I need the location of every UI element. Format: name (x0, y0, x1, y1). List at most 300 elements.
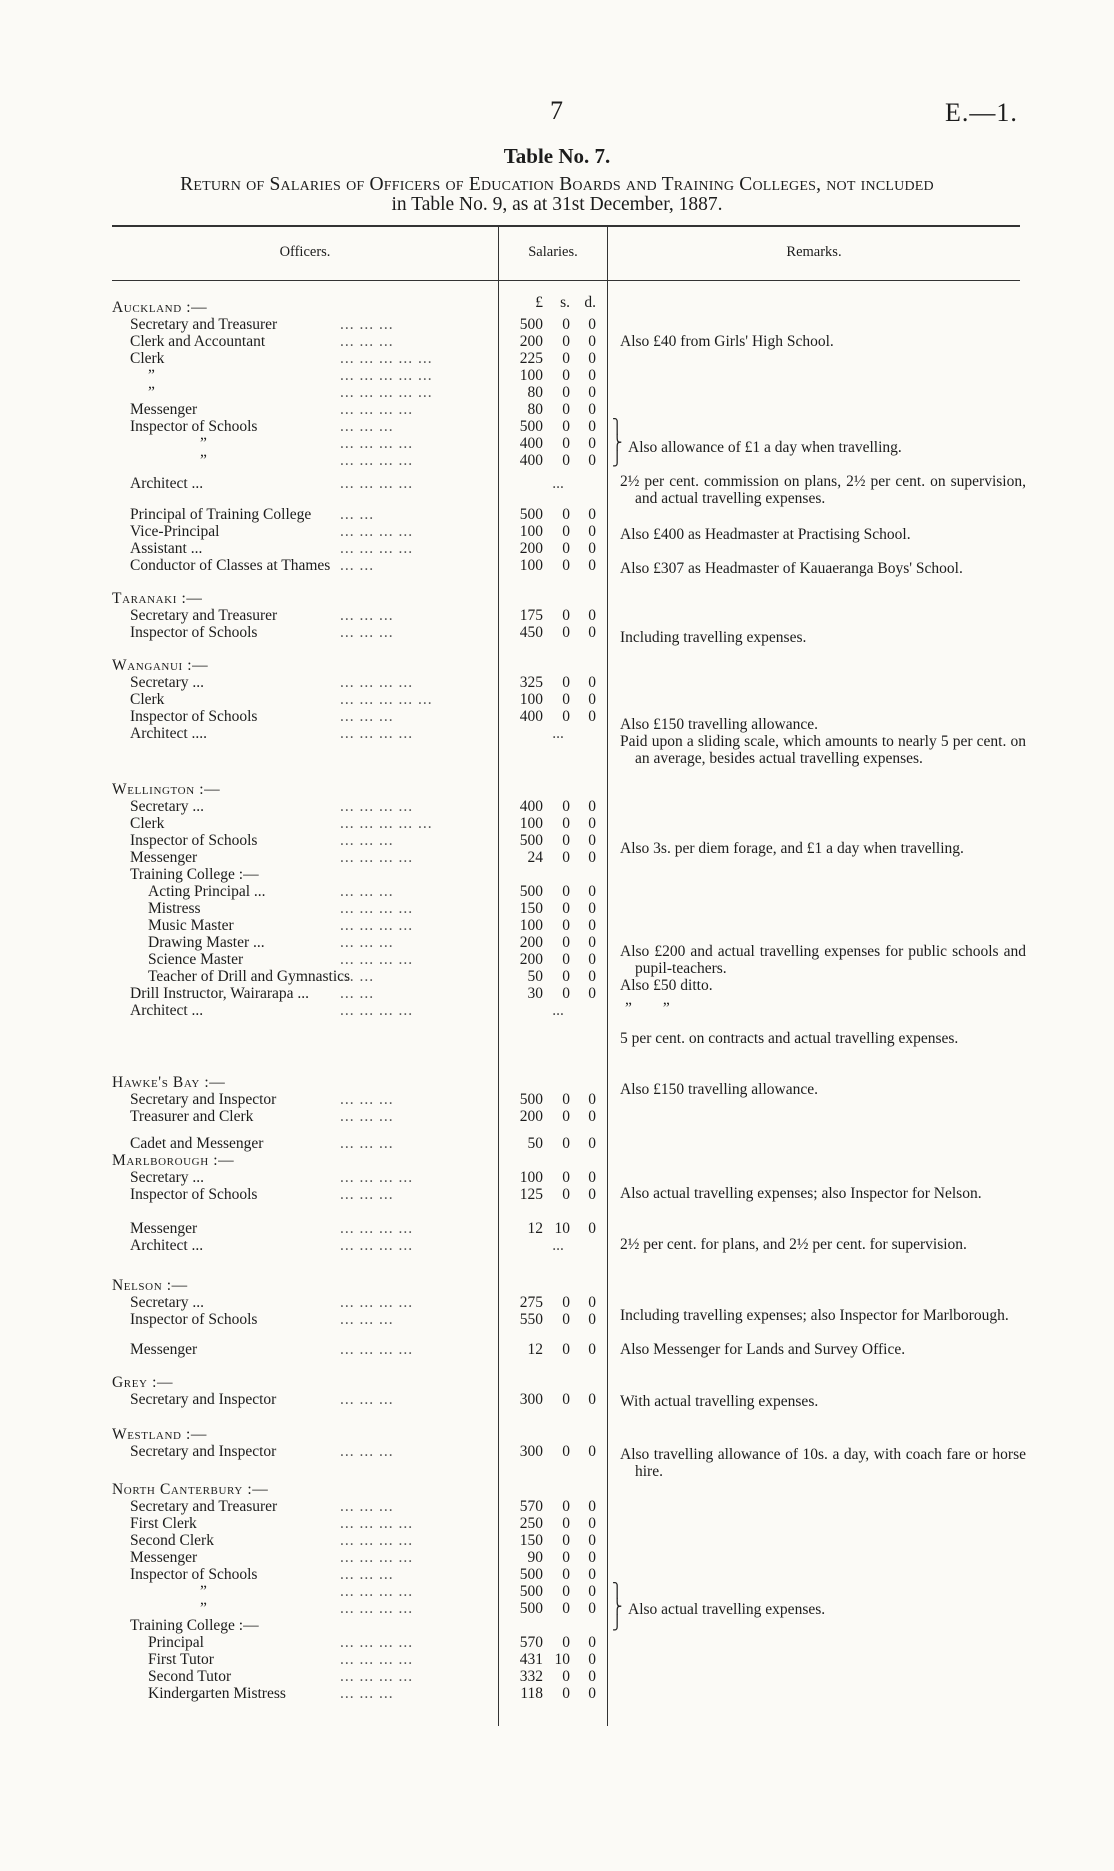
remark: Also actual travelling expenses. (628, 1601, 826, 1618)
officer-name: Secretary and Inspector (130, 1091, 277, 1108)
officer-name: Treasurer and Clerk (130, 1108, 254, 1125)
salary-pence: 0 (588, 968, 596, 985)
table-row (0, 402, 1114, 418)
leader-dots: ... ... ... ... (340, 524, 414, 540)
salary-shillings: 0 (562, 1443, 570, 1460)
salary-pence: 0 (588, 452, 596, 469)
officer-name: Drill Instructor, Wairarapa ... (130, 985, 310, 1002)
officer-name: Conductor of Classes at Thames (130, 557, 331, 574)
salary-pounds: 200 (519, 1108, 543, 1125)
officer-name: Inspector of Schools (130, 1566, 258, 1583)
salary-pence: 0 (588, 1583, 596, 1600)
salary-pence: 0 (588, 1549, 596, 1566)
salary-pounds: 50 (527, 968, 543, 985)
salary-shillings: 0 (562, 917, 570, 934)
salary-shillings: 0 (562, 523, 570, 540)
salary-shillings: 0 (562, 333, 570, 350)
leader-dots: ... ... ... ... (340, 1342, 414, 1358)
section-name: Nelson :— (112, 1277, 188, 1294)
section-heading (0, 1278, 1114, 1294)
salary-pence: 0 (588, 674, 596, 691)
officer-name: Messenger (130, 1341, 198, 1358)
remark: 5 per cent. on contracts and actual travelling expenses. (620, 1030, 959, 1047)
table-row (0, 918, 1114, 934)
section-name: Westland :— (112, 1426, 208, 1443)
officer-name: Kindergarten Mistress (148, 1685, 286, 1702)
salary-pounds: 250 (519, 1515, 543, 1532)
section-name: Wellington :— (112, 781, 221, 798)
brace-icon: ⎫ ⎬ ⎭ (612, 420, 623, 467)
salary-shillings: 0 (562, 506, 570, 523)
leader-dots: ... ... ... (340, 625, 394, 641)
table-row (0, 385, 1114, 401)
salary-shillings: 0 (562, 1294, 570, 1311)
officer-name: Architect ... (130, 1002, 204, 1019)
leader-dots: ... ... ... (340, 419, 394, 435)
remark: Also 3s. per diem forage, and £1 a day when travelling. (620, 840, 964, 857)
leader-dots: ... ... ... ... (340, 1170, 414, 1186)
leader-dots: ... ... ... ... (340, 1003, 414, 1019)
salary-pence: 0 (588, 1091, 596, 1108)
leader-dots: ... ... ... (340, 608, 394, 624)
table-caption-line1: Return of Salaries of Officers of Education Boards and Training Colleges, not included (180, 174, 934, 195)
salary-pounds: 80 (527, 401, 543, 418)
salary-pounds: 150 (519, 1532, 543, 1549)
section-heading (0, 591, 1114, 607)
officer-name: Music Master (148, 917, 234, 934)
table-row (0, 1136, 1114, 1152)
officer-name: Clerk (130, 691, 165, 708)
salary-pence: 0 (588, 849, 596, 866)
salary-pounds: 100 (519, 691, 543, 708)
salary-pence: 0 (588, 607, 596, 624)
salary-pounds: 80 (527, 384, 543, 401)
salary-pence: 0 (588, 1651, 596, 1668)
salary-shillings: 0 (562, 1532, 570, 1549)
table-row (0, 419, 1114, 435)
table-row (0, 1516, 1114, 1532)
salary-shillings: 10 (554, 1651, 570, 1668)
salary-pence: 0 (588, 1600, 596, 1617)
officer-name: ” (148, 384, 155, 401)
salary-shillings: 0 (562, 985, 570, 1002)
salary-pence: 0 (588, 506, 596, 523)
table-row (0, 1499, 1114, 1515)
salary-shillings: 0 (562, 435, 570, 452)
officer-name: Training College :— (130, 866, 259, 883)
table-row (0, 884, 1114, 900)
leader-dots: ... ... ... ... ... (340, 351, 433, 367)
officer-name: ” (200, 452, 207, 469)
salary-pounds: 431 (519, 1651, 543, 1668)
section-name: Taranaki :— (112, 590, 203, 607)
salary-pounds: 30 (527, 985, 543, 1002)
leader-dots: ... ... ... (340, 1686, 394, 1702)
officer-name: Secretary and Inspector (130, 1443, 277, 1460)
salary-pounds: 570 (519, 1498, 543, 1515)
leader-dots: ... ... ... (340, 1444, 394, 1460)
salary-pence: 0 (588, 1169, 596, 1186)
salary-pence: 0 (588, 917, 596, 934)
salary-shillings: 0 (562, 1311, 570, 1328)
salary-pounds: 500 (519, 1566, 543, 1583)
leader-dots: ... ... ... ... (340, 799, 414, 815)
salary-shillings: 0 (562, 832, 570, 849)
leader-dots: ... ... ... ... (340, 726, 414, 742)
officer-name: Secretary and Treasurer (130, 316, 278, 333)
remark: Also £150 travelling allowance. (620, 1081, 819, 1098)
officer-name: Architect ... (130, 475, 204, 492)
table-row (0, 901, 1114, 917)
salary-shillings: 0 (562, 934, 570, 951)
table-top-rule (112, 225, 1020, 227)
table-row (0, 608, 1114, 624)
leader-dots: ... ... (340, 986, 375, 1002)
remark: Including travelling expenses. (620, 629, 807, 646)
salary-shillings: 0 (562, 624, 570, 641)
officer-name: First Tutor (148, 1651, 214, 1668)
section-name: Marlborough :— (112, 1152, 235, 1169)
salary-shillings: 0 (562, 557, 570, 574)
salary-shillings: 0 (562, 1685, 570, 1702)
leader-dots: ... ... ... ... (340, 918, 414, 934)
salary-pounds: 300 (519, 1443, 543, 1460)
leader-dots: ... ... ... ... (340, 1221, 414, 1237)
salary-pence: 0 (588, 367, 596, 384)
table-row (0, 1652, 1114, 1668)
salary-shillings: 0 (562, 607, 570, 624)
leader-dots: ... ... ... ... (340, 541, 414, 557)
salary-shillings: 0 (562, 849, 570, 866)
leader-dots: ... ... ... (340, 1392, 394, 1408)
officer-name: Second Tutor (148, 1668, 232, 1685)
remark: Also £200 and actual travelling expenses for public schools and pupil-teachers. (620, 943, 1026, 977)
leader-dots: ... ... ... ... (340, 476, 414, 492)
salary-shillings: 0 (562, 798, 570, 815)
salary-pounds: 400 (519, 452, 543, 469)
officer-name: Teacher of Drill and Gymnastics (148, 968, 351, 985)
salary-pence: 0 (588, 316, 596, 333)
salary-pence: 0 (588, 1566, 596, 1583)
leader-dots: ... ... ... (340, 935, 394, 951)
remark: Also Messenger for Lands and Survey Office. (620, 1341, 906, 1358)
table-row (0, 541, 1114, 557)
officer-name: Inspector of Schools (130, 1186, 258, 1203)
salary-pounds: 125 (519, 1186, 543, 1203)
salary-shillings: 0 (562, 691, 570, 708)
salary-shillings: 0 (562, 1108, 570, 1125)
salary-shillings: 0 (562, 1341, 570, 1358)
salary-pounds: 200 (519, 951, 543, 968)
salary-pounds: 400 (519, 435, 543, 452)
remark: Also actual travelling expenses; also Inspector for Nelson. (620, 1185, 982, 1202)
officer-name: Inspector of Schools (130, 418, 258, 435)
salary-pounds: 570 (519, 1634, 543, 1651)
section-name: Grey :— (112, 1374, 174, 1391)
salary-pence: 0 (588, 557, 596, 574)
officer-name: Clerk (130, 350, 165, 367)
officer-name: Training College :— (130, 1617, 259, 1634)
salary-pounds: 100 (519, 557, 543, 574)
brace-icon: ⎫ ⎬ ⎭ (612, 1584, 623, 1631)
leader-dots: ... ... ... ... ... (340, 368, 433, 384)
officer-name: Cadet and Messenger (130, 1135, 264, 1152)
table-row (0, 1109, 1114, 1125)
salary-pence: 0 (588, 1108, 596, 1125)
salary-pounds: 500 (519, 506, 543, 523)
remark: Paid upon a sliding scale, which amounts to nearly 5 per cent. on an average, besides actual travelling expenses. (620, 733, 1026, 767)
salary-pence: 0 (588, 1515, 596, 1532)
section-name: Auckland :— (112, 299, 208, 316)
salary-pence: 0 (588, 1391, 596, 1408)
table-row (0, 351, 1114, 367)
column-header-officers: Officers. (279, 244, 331, 260)
leader-dots: ... ... (340, 507, 375, 523)
page-number: 7 (550, 96, 563, 125)
table-header-rule (112, 280, 1020, 281)
salary-shillings: 0 (562, 1515, 570, 1532)
officer-name: ” (200, 1583, 207, 1600)
salary-pence: 0 (588, 883, 596, 900)
officer-name: Acting Principal ... (148, 883, 266, 900)
currency-shillings: s. (560, 294, 570, 311)
salary-pence: 0 (588, 900, 596, 917)
salary-pence: 0 (588, 985, 596, 1002)
leader-dots: ... ... ... ... (340, 1601, 414, 1617)
leader-dots: ... ... ... ... (340, 850, 414, 866)
officer-name: ” (200, 1600, 207, 1617)
officer-name: Principal (148, 1634, 204, 1651)
salary-pounds: 325 (519, 674, 543, 691)
salary-pounds: 500 (519, 883, 543, 900)
salary-pence: 0 (588, 1685, 596, 1702)
salary-shillings: 0 (562, 1169, 570, 1186)
salary-shillings: 0 (562, 815, 570, 832)
officer-name: ” (200, 435, 207, 452)
leader-dots: ... ... ... ... ... (340, 816, 433, 832)
leader-dots: ... ... ... (340, 833, 394, 849)
salary-pence: 0 (588, 1311, 596, 1328)
table-row (0, 867, 1114, 883)
salary-pence: 0 (588, 435, 596, 452)
table-row (0, 1618, 1114, 1634)
remark: Also travelling allowance of 10s. a day, with coach fare or horse hire. (620, 1446, 1026, 1480)
salary-shillings: 0 (562, 540, 570, 557)
officer-name: Assistant ... (130, 540, 203, 557)
section-heading (0, 658, 1114, 674)
salary-pounds: 300 (519, 1391, 543, 1408)
remark: Also £400 as Headmaster at Practising School. (620, 526, 911, 543)
salary-shillings: 0 (562, 316, 570, 333)
section-heading (0, 782, 1114, 798)
leader-dots: ... ... ... (340, 884, 394, 900)
salary-pence: 0 (588, 523, 596, 540)
salary-pence: 0 (588, 708, 596, 725)
salary-shillings: 0 (562, 883, 570, 900)
section-heading (0, 1427, 1114, 1443)
salary-shillings: 0 (562, 1634, 570, 1651)
salary-pounds: 500 (519, 832, 543, 849)
salary-pounds: ... (552, 1237, 564, 1254)
salary-pounds: 100 (519, 367, 543, 384)
salary-pounds: 150 (519, 900, 543, 917)
leader-dots: ... ... ... (340, 1312, 394, 1328)
salary-shillings: 0 (562, 1583, 570, 1600)
salary-shillings: 0 (562, 1186, 570, 1203)
section-name: North Canterbury :— (112, 1481, 269, 1498)
leader-dots: ... ... (340, 969, 375, 985)
section-heading (0, 1375, 1114, 1391)
salary-shillings: 0 (562, 1600, 570, 1617)
salary-pence: 0 (588, 1532, 596, 1549)
salary-shillings: 0 (562, 951, 570, 968)
salary-pence: 0 (588, 832, 596, 849)
leader-dots: ... ... ... ... (340, 952, 414, 968)
salary-pounds: 200 (519, 333, 543, 350)
leader-dots: ... ... ... (340, 1499, 394, 1515)
salary-shillings: 0 (562, 1091, 570, 1108)
salary-shillings: 0 (562, 350, 570, 367)
salary-pounds: 332 (519, 1668, 543, 1685)
table-row (0, 1669, 1114, 1685)
salary-pence: 0 (588, 798, 596, 815)
salary-pounds: 500 (519, 1583, 543, 1600)
salary-pence: 0 (588, 1668, 596, 1685)
salary-pence: 0 (588, 540, 596, 557)
table-row (0, 317, 1114, 333)
leader-dots: ... ... ... ... (340, 1669, 414, 1685)
salary-pence: 0 (588, 350, 596, 367)
salary-pence: 0 (588, 333, 596, 350)
salary-shillings: 0 (562, 1668, 570, 1685)
salary-pounds: 90 (527, 1549, 543, 1566)
salary-pounds: ... (552, 475, 564, 492)
leader-dots: ... ... ... ... (340, 453, 414, 469)
salary-pence: 0 (588, 418, 596, 435)
table-row (0, 675, 1114, 691)
remark: 2½ per cent. commission on plans, 2½ per cent. on supervision, and actual travelling expenses. (620, 473, 1026, 507)
salary-shillings: 0 (562, 708, 570, 725)
salary-pounds: 118 (520, 1685, 543, 1702)
table-row (0, 368, 1114, 384)
table-row (0, 1550, 1114, 1566)
leader-dots: ... ... ... ... (340, 1295, 414, 1311)
salary-pounds: 100 (519, 917, 543, 934)
officer-name: Architect .... (130, 725, 208, 742)
officer-name: First Clerk (130, 1515, 197, 1532)
table-row (0, 1170, 1114, 1186)
salary-shillings: 0 (562, 384, 570, 401)
salary-shillings: 10 (554, 1220, 570, 1237)
salary-pence: 0 (588, 951, 596, 968)
leader-dots: ... ... ... (340, 334, 394, 350)
document-code: E.—1. (945, 98, 1018, 127)
currency-pence: d. (584, 294, 596, 311)
salary-pounds: ... (552, 725, 564, 742)
leader-dots: ... ... ... ... (340, 436, 414, 452)
salary-pounds: 500 (519, 1600, 543, 1617)
salary-pounds: 100 (519, 1169, 543, 1186)
salary-shillings: 0 (562, 1498, 570, 1515)
salary-pounds: 175 (519, 607, 543, 624)
salary-pence: 0 (588, 1294, 596, 1311)
remark: Also allowance of £1 a day when travelling. (628, 439, 902, 456)
officer-name: Messenger (130, 849, 198, 866)
salary-shillings: 0 (562, 1566, 570, 1583)
table-row (0, 1635, 1114, 1651)
remark: Also £307 as Headmaster of Kauaeranga Boys' School. (620, 560, 963, 577)
remark: With actual travelling expenses. (620, 1393, 819, 1410)
leader-dots: ... ... ... (340, 1136, 394, 1152)
salary-pence: 0 (588, 1498, 596, 1515)
leader-dots: ... ... ... ... (340, 1652, 414, 1668)
section-heading (0, 1482, 1114, 1498)
officer-name: Inspector of Schools (130, 832, 258, 849)
officer-name: Architect ... (130, 1237, 204, 1254)
table-title: Table No. 7. (503, 144, 611, 168)
officer-name: Inspector of Schools (130, 624, 258, 641)
section-heading (0, 1153, 1114, 1169)
officer-name: Secretary and Treasurer (130, 1498, 278, 1515)
leader-dots: ... ... ... ... ... (340, 692, 433, 708)
salary-pence: 0 (588, 1341, 596, 1358)
salary-pounds: 500 (519, 418, 543, 435)
salary-pence: 0 (588, 624, 596, 641)
officer-name: Second Clerk (130, 1532, 214, 1549)
salary-shillings: 0 (562, 1391, 570, 1408)
section-name: Hawke's Bay :— (112, 1074, 226, 1091)
officer-name: Science Master (148, 951, 244, 968)
leader-dots: ... ... ... ... (340, 1584, 414, 1600)
leader-dots: ... ... ... ... (340, 402, 414, 418)
leader-dots: ... ... ... ... (340, 1635, 414, 1651)
salary-shillings: 0 (562, 418, 570, 435)
salary-pence: 0 (588, 1135, 596, 1152)
leader-dots: ... ... ... ... ... (340, 385, 433, 401)
remark: 2½ per cent. for plans, and 2½ per cent. for supervision. (620, 1236, 967, 1253)
salary-pounds: 225 (519, 350, 543, 367)
salary-pounds: 200 (519, 934, 543, 951)
table-caption-line2: in Table No. 9, as at 31st December, 1887. (391, 194, 723, 215)
salary-pounds: 50 (527, 1135, 543, 1152)
salary-shillings: 0 (562, 674, 570, 691)
table-row (0, 692, 1114, 708)
officer-name: Inspector of Schools (130, 708, 258, 725)
leader-dots: ... ... ... ... (340, 901, 414, 917)
salary-pence: 0 (588, 401, 596, 418)
table-row (0, 1533, 1114, 1549)
salary-pence: 0 (588, 815, 596, 832)
leader-dots: ... ... ... ... (340, 1550, 414, 1566)
leader-dots: ... ... ... (340, 1092, 394, 1108)
column-header-remarks: Remarks. (786, 244, 842, 260)
salary-pounds: 500 (519, 316, 543, 333)
salary-pence: 0 (588, 934, 596, 951)
leader-dots: ... ... ... ... (340, 1516, 414, 1532)
officer-name: Inspector of Schools (130, 1311, 258, 1328)
officer-name: Secretary ... (130, 1294, 205, 1311)
currency-pounds: £ (535, 294, 543, 311)
officer-name: Clerk (130, 815, 165, 832)
officer-name: Vice-Principal (130, 523, 220, 540)
salary-pence: 0 (588, 1634, 596, 1651)
table-row (0, 1567, 1114, 1583)
officer-name: Principal of Training College (130, 506, 312, 523)
salary-pounds: 12 (527, 1220, 543, 1237)
officer-name: ” (148, 367, 155, 384)
salary-pounds: 100 (519, 523, 543, 540)
salary-pence: 0 (588, 1443, 596, 1460)
